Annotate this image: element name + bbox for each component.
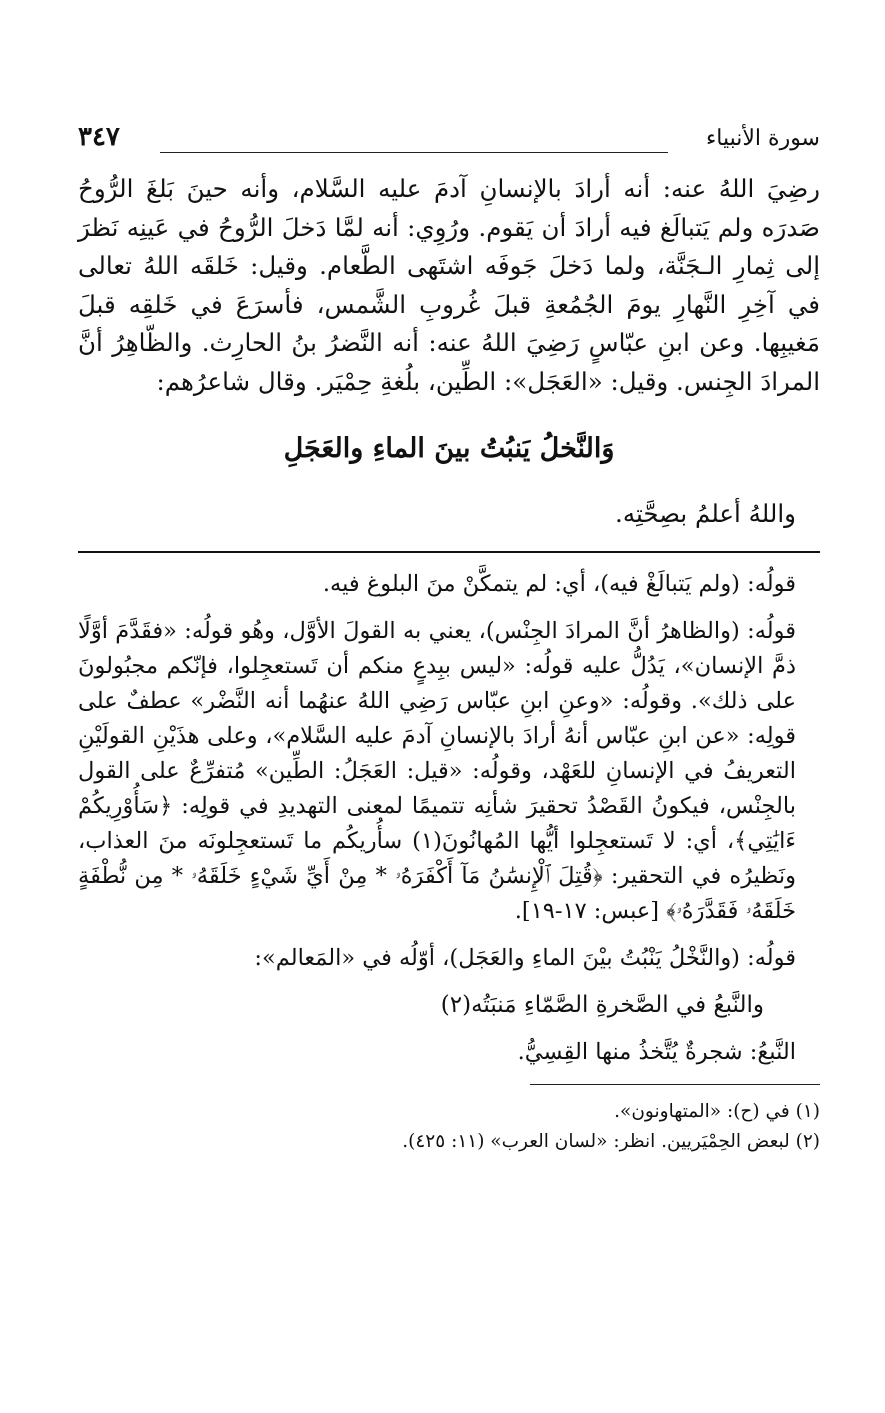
- header-rule: [160, 152, 668, 153]
- main-text: [78, 170, 820, 401]
- book-page: [78, 118, 820, 1157]
- closing-line: واللهُ أعلمُ بصِحَّتِه.: [615, 499, 796, 528]
- commentary-paragraph-4: النَّبعُ: شجرةٌ يُتَّخذُ منها القِسِيُّ.: [517, 1039, 796, 1065]
- commentary-poem-line: والنَّبعُ في الصَّخرةِ الصَّمّاءِ مَنبَتُه(٢): [440, 992, 764, 1018]
- poetry-verse: وَالنَّخلُ يَنبُتُ بينَ الماءِ والعَجَلِ: [283, 433, 615, 464]
- section-divider: [78, 551, 820, 553]
- footnotes: [78, 1097, 820, 1157]
- running-header-title: سورة الأنبياء: [705, 126, 820, 151]
- footnote-2: (٢) لبعض الحِمْيَريين. انظر: «لسان العرب» (١١: ٤٢٥).: [402, 1131, 820, 1152]
- footnote-divider: [530, 1084, 820, 1085]
- commentary-paragraph-3: قولُه: (والنَّخْلُ يَنْبُتُ بيْنَ الماءِ والعَجَل)، أوّلُه في «المَعالم»:: [254, 945, 796, 971]
- commentary-section: [78, 567, 820, 1070]
- page-number: ٣٤٧: [78, 122, 120, 152]
- commentary-paragraph-1: قولُه: (ولم يَتبالَغْ فيه)، أي: لم يتمكَّنْ منَ البلوغ فيه.: [322, 571, 796, 597]
- main-paragraph: رضِيَ اللهُ عنه: أنه أرادَ بالإنسانِ آدمَ عليه السَّلام، وأنه حينَ بَلغَ الرُّوحُ صَدرَه ولم يَتبالَغ فيه أرادَ أن يَقوم. ورُوِي: أنه لمَّا دَخلَ الرُّوحُ في عَينِه نَظرَ إلى ثِمارِ الـجَنَّة، ولما دَخلَ جَوفَه اشتَهى الطَّعام. وقيل: خَلقَه اللهُ تعالى في آخِرِ النَّهارِ يومَ الجُمُعةِ قبلَ غُروبِ الشَّمس، فأسرَعَ في خَلقِه قبلَ مَغيبِها. وعن ابنِ عبّاسٍ رَضِيَ اللهُ عنه: أنه النَّضرُ بنُ الحارِث. والظّاهِرُ أنَّ المرادَ الجِنس. وقيل: «العَجَل»: الطِّين، بلُغةِ حِمْيَر. وقال شاعرُهم:: [78, 174, 820, 396]
- page-header: [78, 118, 820, 166]
- commentary-paragraph-2: قولُه: (والظاهرُ أنَّ المرادَ الجِنْس)، يعني به القولَ الأوَّل، وهُو قولُه: «فقَدَّمَ أوَّلًا ذمَّ الإنسان»، يَدُلُّ عليه قولُه: «ليس ببِدعٍ منكم أن تَستعجِلوا، فإنّكم مجبُولونَ على ذلك». وقولُه: «وعنِ ابنِ عبّاس رَضِي اللهُ عنهُما أنه النَّضْر» عطفٌ على قولِه: «عن ابنِ عبّاس أنهُ أرادَ بالإنسانِ آدمَ عليه السَّلام»، وعلى هذَيْنِ القولَيْنِ التعريفُ في الإنسانِ للعَهْد، وقولُه: «قيل: العَجَلُ: الطِّين» مُتفرِّعٌ على القول بالجِنْس، فيكونُ القَصْدُ تحقيرَ شأنِه تتميمًا لمعنى التهديدِ في قولِه: ﴿سَأُوْرِيكُمْ ءَايَٰتِي﴾، أي: لا تَستعجِلوا أيُّها المُهانُونَ(١) سأُريكُم ما تَستعجِلونَه منَ العذاب، ونَظيرُه في التحقير: ﴿قُتِلَ ٱلْإِنسَٰنُ مَآ أَكْفَرَهُۥ * مِنْ أَيِّ شَيْءٍ خَلَقَهُۥ * مِن نُّطْفَةٍ خَلَقَهُۥ فَقَدَّرَهُۥ﴾ [عبس: ١٧-١٩].: [78, 618, 797, 924]
- footnote-1: (١) في (ح): «المتهاونون».: [614, 1101, 820, 1122]
